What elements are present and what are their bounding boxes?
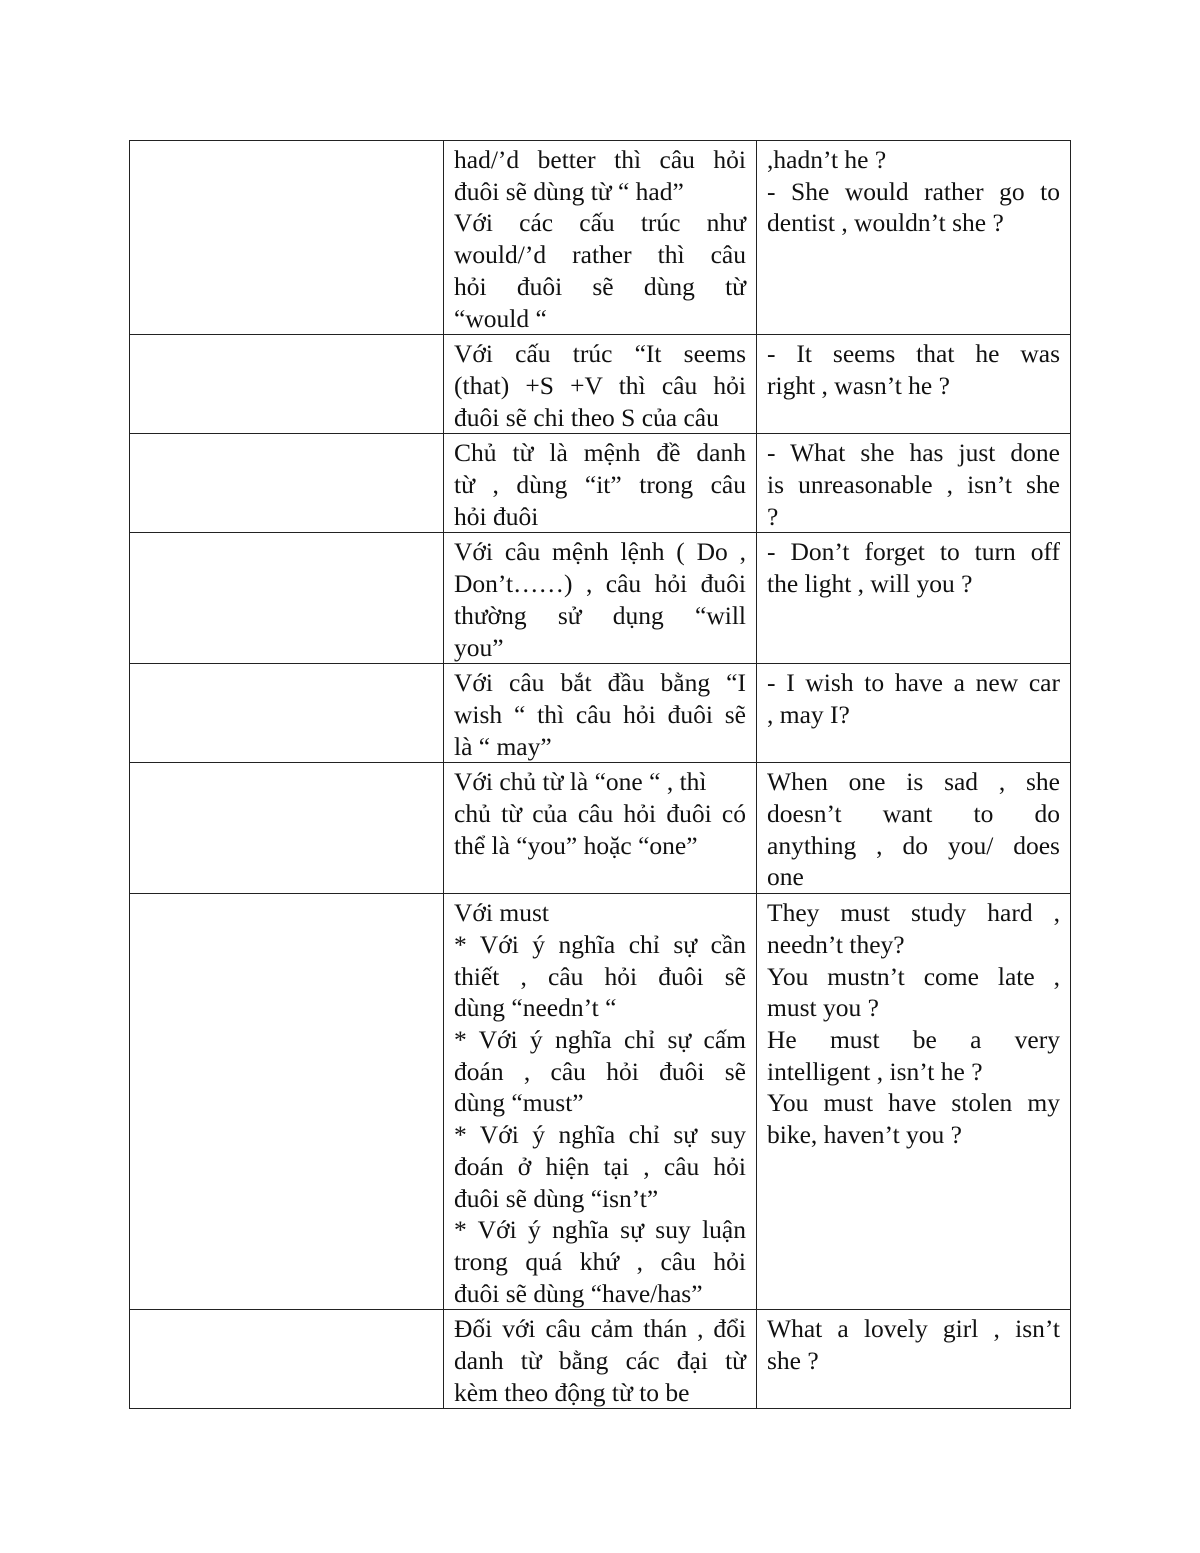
rule-text-line: Với cấu trúc “It seems [454, 339, 746, 369]
table-row [130, 664, 1071, 763]
example-text-line: - What she has just done [767, 438, 1060, 468]
table-row [130, 434, 1071, 533]
rule-text-line: đuôi sẽ dùng “isn’t” [454, 1183, 659, 1213]
example-text-line: the light , will you ? [767, 569, 973, 599]
rule-text-line: chủ từ của câu hỏi đuôi có [454, 799, 746, 829]
rule-text-line: would/’d rather thì câu [454, 240, 746, 270]
example-cell [757, 894, 1071, 1310]
example-text-line: - I wish to have a new car [767, 668, 1060, 698]
example-text-line: dentist , wouldn’t she ? [767, 208, 1004, 238]
example-text-line: ? [767, 501, 779, 531]
rule-text-line: had/’d better thì câu hỏi [454, 145, 746, 174]
table-row [130, 894, 1071, 1310]
example-text-line: one [767, 862, 804, 892]
table-row [130, 1310, 1071, 1409]
example-text-line: You must have stolen my [767, 1088, 1060, 1118]
empty-cell [130, 533, 444, 664]
example-text-line: They must study hard , [767, 898, 1060, 928]
rule-text-line: Chủ từ là mệnh đề danh [454, 438, 746, 468]
rule-text-line: Với các cấu trúc như [454, 208, 746, 238]
example-cell [757, 335, 1071, 434]
rule-cell [444, 434, 757, 533]
rule-text-line: từ , dùng “it” trong câu [454, 470, 746, 500]
rule-text-line: * Với ý nghĩa sự suy luận [454, 1215, 746, 1245]
rule-text-line: Với must [454, 898, 549, 928]
rule-text-line: Don’t……) , câu hỏi đuôi [454, 569, 746, 599]
example-cell [757, 141, 1071, 335]
rule-text-line: thể là “you” hoặc “one” [454, 830, 698, 860]
example-text-line: bike, haven’t you ? [767, 1120, 962, 1150]
rule-text-line: dùng “must” [454, 1088, 584, 1118]
rule-text-line: đuôi sẽ dùng “have/has” [454, 1278, 703, 1308]
example-text-line: When one is sad , she [767, 767, 1060, 797]
example-text-line: - Don’t forget to turn off [767, 537, 1060, 567]
rule-text-line: Với chủ từ là “one “ , thì [454, 767, 707, 797]
grammar-table [129, 140, 1071, 1409]
table-row [130, 335, 1071, 434]
example-text-line: What a lovely girl , isn’t [767, 1314, 1060, 1344]
rule-text-line: Với câu mệnh lệnh ( Do , [454, 537, 746, 567]
rule-text-line: thường sử dụng “will [454, 600, 746, 630]
empty-cell [130, 141, 444, 335]
empty-cell [130, 434, 444, 533]
example-cell [757, 1310, 1071, 1409]
example-text-line: ,hadn’t he ? [767, 145, 887, 174]
example-cell [757, 763, 1071, 894]
empty-cell [130, 894, 444, 1310]
rule-text-line: * Với ý nghĩa chỉ sự cần [454, 929, 746, 959]
example-text-line: must you ? [767, 993, 879, 1023]
example-text-line: You mustn’t come late , [767, 961, 1060, 991]
example-text-line: anything , do you/ does [767, 830, 1060, 860]
rule-cell [444, 664, 757, 763]
example-cell [757, 533, 1071, 664]
rule-text-line: “would “ [454, 303, 547, 333]
rule-text-line: trong quá khứ , câu hỏi [454, 1246, 746, 1276]
rule-text-line: hỏi đuôi sẽ dùng từ [454, 271, 746, 301]
example-text-line: - It seems that he was [767, 339, 1060, 369]
rule-text-line: đoán , câu hỏi đuôi sẽ [454, 1056, 746, 1086]
rule-text-line: you” [454, 632, 504, 662]
example-text-line: , may I? [767, 699, 850, 729]
rule-text-line: wish “ thì câu hỏi đuôi sẽ [454, 699, 746, 729]
example-cell [757, 664, 1071, 763]
rule-cell [444, 533, 757, 664]
empty-cell [130, 1310, 444, 1409]
example-text-line: needn’t they? [767, 929, 905, 959]
table-row [130, 141, 1071, 335]
rule-text-line: là “ may” [454, 731, 552, 761]
rule-text-line: danh từ bằng các đại từ [454, 1346, 746, 1376]
rule-cell [444, 763, 757, 894]
empty-cell [130, 335, 444, 434]
rule-text-line: Đối với câu cảm thán , đổi [454, 1314, 746, 1344]
rule-text-line: * Với ý nghĩa chỉ sự cấm [454, 1024, 746, 1054]
rule-text-line: hỏi đuôi [454, 501, 539, 531]
example-text-line: right , wasn’t he ? [767, 370, 950, 400]
rule-cell [444, 335, 757, 434]
rule-cell [444, 1310, 757, 1409]
rule-text-line: kèm theo động từ to be [454, 1377, 690, 1407]
rule-text-line: Với câu bắt đầu bằng “I [454, 668, 746, 698]
table-row [130, 763, 1071, 894]
grammar-table-body [130, 141, 1071, 1409]
rule-text-line: đuôi sẽ dùng từ “ had” [454, 176, 684, 206]
rule-text-line: đoán ở hiện tại , câu hỏi [454, 1151, 746, 1181]
example-text-line: intelligent , isn’t he ? [767, 1056, 983, 1086]
example-text-line: - She would rather go to [767, 176, 1060, 206]
rule-cell [444, 141, 757, 335]
empty-cell [130, 763, 444, 894]
rule-text-line: thiết , câu hỏi đuôi sẽ [454, 961, 746, 991]
example-text-line: doesn’t want to do [767, 799, 1060, 829]
example-text-line: she ? [767, 1346, 819, 1376]
table-row [130, 533, 1071, 664]
rule-text-line: * Với ý nghĩa chỉ sự suy [454, 1120, 746, 1150]
example-text-line: He must be a very [767, 1024, 1060, 1054]
example-text-line: is unreasonable , isn’t she [767, 470, 1060, 500]
rule-text-line: dùng “needn’t “ [454, 993, 617, 1023]
rule-text-line: đuôi sẽ chi theo S của câu [454, 402, 719, 432]
empty-cell [130, 664, 444, 763]
rule-text-line: (that) +S +V thì câu hỏi [454, 370, 746, 400]
rule-cell [444, 894, 757, 1310]
example-cell [757, 434, 1071, 533]
